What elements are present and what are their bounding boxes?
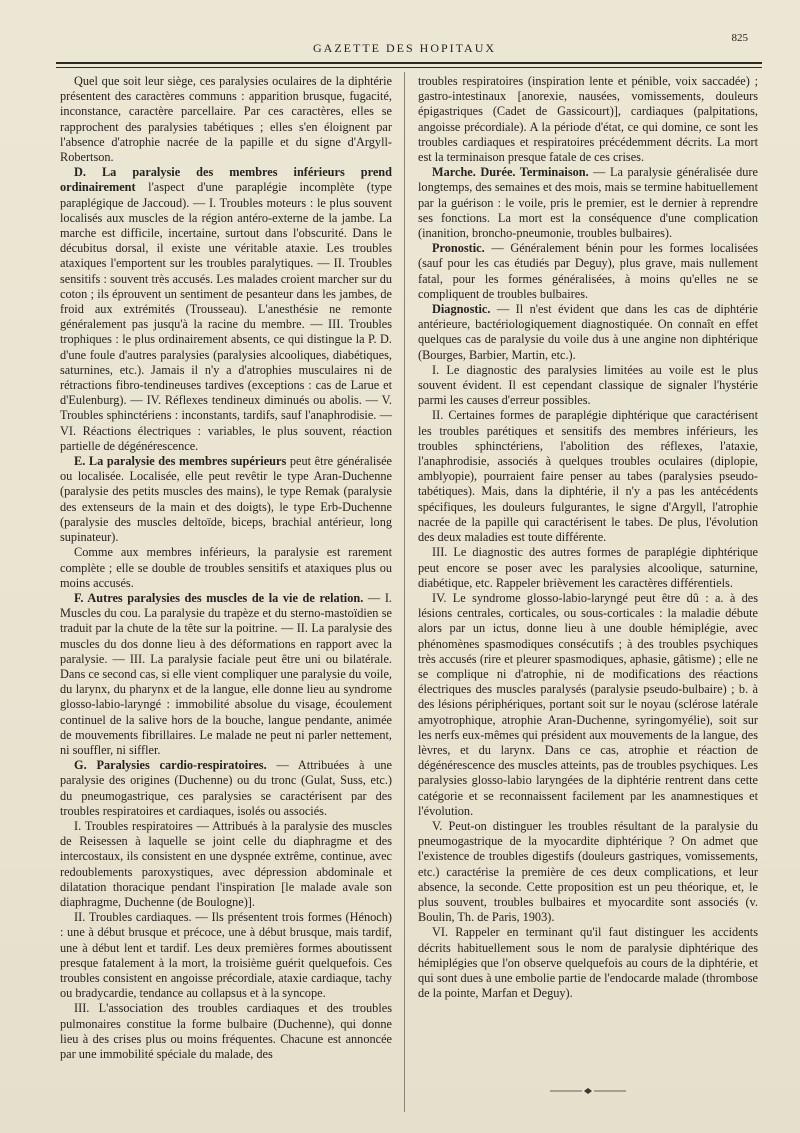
paragraph-text: — Il n'est évident que dans les cas de diphtérie antérieure, bactériologiquement diagnostiquée. On connaît en effet quelques cas de paralysie du voile dus à une angine non diphtérique (Bourges, Barbier, Martin, etc.). [418, 302, 758, 362]
paragraph [418, 925, 758, 1001]
section-title: Marche. Durée. Terminaison. [432, 165, 589, 180]
paragraph-text: troubles respiratoires (inspiration lente et pénible, voix saccadée) ; gastro-intestinaux [anorexie, nausées, vomissements, douleurs épigastriques (Cadet de Gassicourt)], cardiaques (palpitations, angoisse précordiale). A la période d'état, ce qui domine, ce sont les troubles cardiaques et respiratoires précédemment décrits. La mort est la terminaison presque fatale de ces crises. [418, 74, 758, 165]
section-title: Diagnostic. [432, 302, 491, 317]
paragraph-text: Comme aux membres inférieurs, la paralysie est rarement complète ; elle se double de troubles sensitifs et ataxiques plus ou moins accusés. [60, 545, 392, 590]
paragraph [418, 74, 758, 165]
paragraph-text: — Généralement bénin pour les formes localisées (sauf pour les cas étudiés par Deguy), plus grave, mais nullement fatal, pour les formes généralisées, à moins qu'elles ne se compliquent de troubles bulbaires. [418, 241, 758, 301]
paragraph [418, 819, 758, 925]
paragraph-text: I. Le diagnostic des paralysies limitées au voile est le plus souvent évident. Il est cependant classique de signaler l'hystérie parmi les causes d'erreur possibles. [418, 362, 758, 408]
page-header [58, 32, 760, 60]
section-title: G. Paralysies cardio-respiratoires. [74, 758, 267, 773]
paragraph-text: III. Le diagnostic des autres formes de paraplégie diphtérique peut encore se poser avec les paralysies alcoolique, saturnine, diabétique, etc. Rappeler brièvement les caractères différentiels. [418, 545, 758, 590]
paragraph-text: II. Certaines formes de paraplégie diphtérique que caractérisent les troubles parétiques et sensitifs des membres inférieurs, les troubles sphinctériens, l'abolition des réflexes, l'ataxie, l'anaphrodisie, associés à quelques troubles oculaires (diplopie, amblyopie), pourraient faire penser au tabes (paralysies pseudo-tabétiques). Mais, dans la diphtérie, il n'y a pas les antécédents spécifiques, les douleurs fulgurantes, le signe d'Argyll, l'atrophie nacrée de la papille qui caractérisent le tabes. De plus, l'évolution des deux maladies est toute différente. [418, 408, 758, 545]
paragraph-text: V. Peut-on distinguer les troubles résultant de la paralysie du pneumogastrique de la myocardite diphtérique ? On admet que l'existence de troubles digestifs (douleurs gastriques, vomissements, etc.) caractérise la première de ces deux complications, et leur absence, la seconde. Cette proposition est un peu théorique, et, le plus souvent, troubles bulbaires et myocardite sont associés (v. Boulin, Th. de Paris, 1903). [418, 818, 758, 925]
left-column [60, 74, 392, 1062]
paragraph [418, 545, 758, 591]
page-number: 825 [731, 32, 748, 44]
section-paragraph [60, 165, 392, 454]
header-rule-thick [56, 62, 762, 64]
paragraph [60, 819, 392, 910]
paragraph-text: — Attribuées à une paralysie des origines (Duchenne) ou du tronc (Gulat, Suss, etc.) du pneumogastrique, ces paralysies se caractérisent par des troubles respiratoires et cardiaques, isolés ou associés. [60, 758, 392, 818]
section-paragraph [60, 758, 392, 819]
paragraph [418, 363, 758, 409]
column-divider [404, 72, 405, 1112]
section-title: E. La paralysie des membres supérieurs [74, 454, 287, 469]
section-title: F. Autres paralysies des muscles de la vie de relation. [74, 590, 364, 605]
right-column [418, 74, 758, 1001]
paragraph-text: — La paralysie généralisée dure longtemps, des semaines et des mois, mais se termine habituellement par la guérison : le voile, pris le premier, est le dernier à reprendre ses fonctions. La mort est la conséquence d'une complication (inanition, broncho-pneumonie, troubles bulbaires). [418, 165, 758, 241]
header-rule-thin [56, 67, 762, 68]
journal-title: GAZETTE DES HOPITAUX [313, 41, 497, 55]
paragraph-text: VI. Rappeler en terminant qu'il faut distinguer les accidents décrits habituellement sous le nom de paralysie diphtérique des hémiplégies que l'on observe quelquefois au cours de la diphtérie, et qui sont dues à une embolie partie de l'endocarde malade (thrombose de la pointe, Marfan et Deguy). [418, 925, 758, 1001]
section-title: Pronostic. [432, 241, 485, 256]
paragraph [60, 545, 392, 591]
section-paragraph [60, 454, 392, 545]
paragraph-text: I. Troubles respiratoires — Attribués à la paralysie des muscles de Reisessen à laquelle se joint celle du diaphragme et des intercostaux, ils consistent en une dyspnée extrême, continue, avec redoublements paroxystiques, avec dépression abdominale et dilatation thoracique pendant l'inspiration [le malade avale son diaphragme, Duchenne (de Boulogne)]. [60, 818, 392, 909]
end-ornament [548, 1087, 628, 1095]
paragraph-text: II. Troubles cardiaques. — Ils présentent trois formes (Hénoch) : une à début brusque et précoce, une à début brusque, mais tardif, une à début lent et tardif. Les deux premières formes aboutissent presque fatalement à la mort, la troisième guérit quelquefois. Ces troubles consistent en angoisse précordiale, ataxie cardiaque, tachy ou bradycardie, tendance au collapsus et à la syncope. [60, 910, 392, 1001]
paragraph-text: IV. Le syndrome glosso-labio-laryngé peut être dû : a. à des lésions centrales, corticales, ou sous-corticales : la maladie débute alors par un ictus, donne lieu à une double hémiplégie, avec phénomènes spasmodiques consécutifs ; à des troubles psychiques très accusés (rire et pleurer spasmodiques, aphasie, gâtisme) ; elle ne se complique ni d'atrophie, ni de modifications des réactions électriques des muscles paralysés (paralysie pseudo-bulbaire) ; b. à des lésions périphériques, portant soit sur le noyau (sclérose latérale amyotrophique, atrophie Aran-Duchenne, syringomyélie), soit sur les nerfs eux-mêmes qui président aux mouvements de la langue, des lèvres, et du larynx. Dans ce cas, atrophie et réaction de dégénérescence des muscles atteints, pas de troubles psychiques. Les paralysies glosso-labio laryngées de la diphtérie rentrent dans cette catégorie et se reconnaissent facilement par les anamnestiques et l'évolution. [418, 590, 758, 818]
paragraph-text: l'aspect d'une paraplégie incomplète (type paraplégique de Jaccoud). — I. Troubles moteurs : le plus souvent localisés aux muscles de la région antéro-externe de la jambe. La marche est difficile, incertaine, surtout dans l'obscurité. Dans le décubitus dorsal, il existe une véritable ataxie. Les troubles ataxiques l'emportent sur les troubles paralytiques. — II. Troubles sensitifs : souvent très accusés. Les malades croient marcher sur du coton ; ils éprouvent un sentiment de pesanteur dans les jambes, de froid aux extrémités (Trousseau). L'anesthésie ne remonte généralement pas jusqu'à la racine du membre. — III. Troubles trophiques : le plus ordinairement absents, ce qui distingue la P. D. d'une foule d'autres paralysies (paralysies alcooliques, diabétiques, saturnines, etc.). Jamais il n'y a d'atrophies musculaires ni de rétractions fibro-tendineuses tardives (exceptions : cas de Larue et d'Eulenburg). — IV. Réflexes tendineux diminués ou abolis. — V. Troubles sphinctériens : inconstants, tardifs, sauf l'anaphrodisie. — VI. Réactions électriques : variables, le plus souvent, réaction partielle de dégénérescence. [60, 180, 392, 453]
paragraph [418, 591, 758, 819]
section-title: D. La paralysie des membres inférieurs prend ordinairement [60, 165, 392, 195]
section-paragraph [60, 591, 392, 758]
paragraph [60, 910, 392, 1001]
section-paragraph [418, 302, 758, 363]
paragraph-text: III. L'association des troubles cardiaques et des troubles pulmonaires constitue la forme bulbaire (Duchenne), qui donne lieu à des crises plus ou moins fréquentes. Chacune est annoncée par une immobilité spéciale du malade, des [60, 1001, 392, 1061]
paragraph-text: — I. Muscles du cou. La paralysie du trapèze et du sterno-mastoïdien se traduit par la chute de la tête sur la poitrine. — II. La paralysie des muscles du dos donne lieu à des déformations en rapport avec la paralysie. — III. La paralysie faciale peut être uni ou bilatérale. Dans ce second cas, si elle vient compliquer une paralysie du voile, du larynx, du pharynx et de la langue, elle donne lieu au syndrome glosso-labio-laryngé : immobilité absolue du visage, écoulement continuel de la salive hors de la bouche, langue pendante, animée de mouvements fibrillaires. Le malade ne peut ni parler nettement, ni souffler, ni siffler. [60, 590, 392, 757]
paragraph-text: Quel que soit leur siège, ces paralysies oculaires de la diphtérie présentent des caractères communs : apparition brusque, fugacité, inconstance, caractère parcellaire. Par ces caractères, elles se rapprochent des paralysies tabétiques ; elles s'en éloignent par l'absence d'atrophie nacrée de la papille et du signe d'Argyll-Robertson. [60, 74, 392, 165]
paragraph [60, 1001, 392, 1062]
paragraph [418, 408, 758, 545]
section-paragraph [418, 241, 758, 302]
section-paragraph [418, 165, 758, 241]
paragraph-text: peut être généralisée ou localisée. Localisée, elle peut revêtir le type Aran-Duchenne (paralysie des petits muscles des mains), le type Remak (paralysie des extenseurs de la main et des doigts), le type Erb-Duchenne (paralysie des muscles deltoïde, biceps, brachial antérieur, long supinateur). [60, 454, 392, 545]
paragraph [60, 74, 392, 165]
